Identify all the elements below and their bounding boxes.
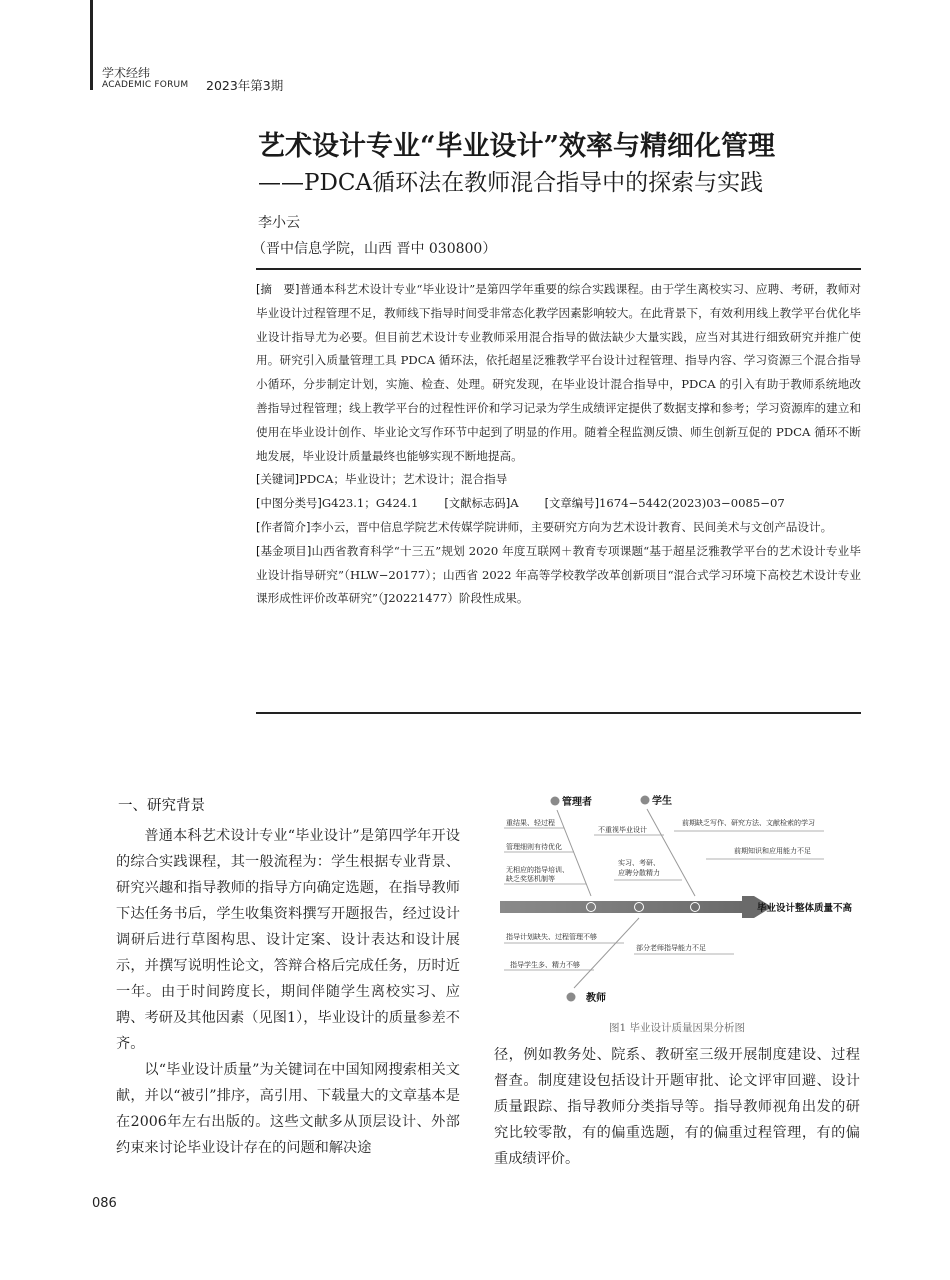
clc-value: G423.1；G424.1 bbox=[321, 496, 419, 511]
cause-t2: 部分老师指导能力不足 bbox=[636, 944, 706, 952]
author-bio-label: [作者简介] bbox=[256, 519, 311, 534]
paragraph-1: 普通本科艺术设计专业“毕业设计”是第四学年开设的综合实践课程，其一般流程为：学生根据专业背景、研究兴趣和指导教师的指导方向确定选题，在指导教师下达任务书后，学生收集资料撰写开题报告，经过设计调研后进行草图构思、设计定案、设计表达和设计展示，并撰写说明性论文，答辩合格后完成任务，历时近一年。由于时间跨度长，期间伴随学生离校实习、应聘、考研及其他因素（见图1），毕业设计的质量参差不齐。 bbox=[116, 828, 460, 1052]
paragraph-3: 径，例如教务处、院系、教研室三级开展制度建设、过程督查。制度建设包括设计开题审批、论文评审回避、设计质量跟踪、指导教师分类指导等。指导教师视角出发的研究比较零散，有的偏重选题，有的偏重过程管理，有的偏重成绩评价。 bbox=[494, 1047, 860, 1167]
cause-s2: 前期缺乏写作、研究方法、文献检索的学习 bbox=[682, 819, 815, 827]
cause-s3: 前期知识和应用能力不足 bbox=[734, 847, 811, 855]
cause-m1: 重结果、轻过程 bbox=[506, 819, 555, 827]
cause-m3b: 缺乏奖惩机制等 bbox=[506, 875, 555, 883]
author-bio-text: 李小云，晋中信息学院艺术传媒学院讲师，主要研究方向为艺术设计教育、民间美术与文创产品设计。 bbox=[310, 519, 833, 534]
cause-s4b: 应聘分散精力 bbox=[618, 869, 660, 877]
funding bbox=[256, 540, 861, 611]
abstract-label: [摘 要] bbox=[256, 282, 300, 296]
figure-caption: 图1 毕业设计质量因果分析图 bbox=[608, 1022, 746, 1034]
keywords bbox=[256, 468, 861, 492]
fishbone-diagram bbox=[494, 788, 864, 1013]
cause-m3a: 无相应的指导培训、 bbox=[506, 866, 569, 874]
spine bbox=[500, 901, 744, 913]
body-column-right bbox=[494, 1042, 860, 1172]
category-dot-management bbox=[551, 797, 560, 806]
section-heading: 一、研究背景 bbox=[118, 798, 205, 814]
category-dot-student bbox=[641, 796, 650, 805]
cause-s1: 不重视毕业设计 bbox=[598, 826, 647, 834]
body-column-left bbox=[116, 823, 460, 1161]
classification-line bbox=[256, 492, 861, 516]
abstract-text: 普通本科艺术设计专业“毕业设计”是第四学年重要的综合实践课程。由于学生离校实习、应聘、考研，教师对毕业设计过程管理不足，教师线下指导时间受非常态化教学因素影响较大。在此背景下，有效利用线上教学平台优化毕业设计指导尤为必要。但目前艺术设计专业教师采用混合指导的做法缺少大量实践，应当对其进行细致研究并推广使用。研究引入质量管理工具 PDCA 循环法，依托超星泛雅教学平台设计过程管理、指导内容、学习资源三个混合指导小循环，分步制定计划，实施、检查、处理。研究发现，在毕业设计混合指导中，PDCA 的引入有助于教师系统地改善指导过程管理；线上教学平台的过程性评价和学习记录为学生成绩评定提供了数据支撑和参考；学习资源库的建立和使用在毕业设计创作、毕业论文写作环节中起到了明显的作用。随着全程监测反馈、师生创新互促的 PDCA 循环不断地发展，毕业设计质量最终也能够实现不断地提高。 bbox=[256, 282, 861, 463]
cause-m2: 管理细则有待优化 bbox=[506, 843, 562, 851]
effect-label: 毕业设计整体质量不高 bbox=[757, 903, 853, 914]
category-label-student: 学生 bbox=[652, 796, 672, 807]
cause-t1: 指导计划缺失、过程管理不够 bbox=[506, 933, 597, 941]
abstract-bottom-rule bbox=[256, 712, 861, 714]
journal-name: 学术经纬 bbox=[102, 66, 151, 80]
abstract-top-rule bbox=[256, 268, 861, 270]
page-number: 086 bbox=[92, 1196, 117, 1211]
funding-label: [基金项目] bbox=[256, 543, 312, 558]
keywords-label: [关键词] bbox=[256, 472, 300, 487]
paragraph-2: 以“毕业设计质量”为关键词在中国知网搜索相关文献，并以“被引”排序，高引用、下载量大的文章基本是在2006年左右出版的。这些文献多从顶层设计、外部约束来讨论毕业设计存在的问题和解决途 bbox=[116, 1062, 460, 1156]
author-name: 李小云 bbox=[258, 215, 300, 231]
category-label-management: 管理者 bbox=[562, 797, 592, 808]
article-number-value: 1674−5442(2023)03−0085−07 bbox=[599, 496, 785, 511]
author-affiliation: （晋中信息学院，山西 晋中 030800） bbox=[252, 241, 497, 257]
cause-s4a: 实习、考研、 bbox=[618, 859, 660, 867]
article-subtitle: ——PDCA循环法在教师混合指导中的探索与实践 bbox=[258, 170, 764, 196]
bone-management bbox=[557, 810, 591, 896]
clc-label: [中图分类号] bbox=[256, 496, 322, 511]
category-dot-teacher bbox=[567, 993, 576, 1002]
bone-teacher bbox=[574, 918, 639, 988]
author-bio bbox=[256, 516, 861, 540]
keywords-text: PDCA；毕业设计；艺术设计；混合指导 bbox=[299, 472, 508, 487]
journal-english-name: ACADEMIC FORUM bbox=[102, 80, 189, 90]
abstract bbox=[256, 278, 861, 468]
category-label-teacher: 教师 bbox=[586, 993, 606, 1004]
doc-code-value: A bbox=[510, 496, 519, 511]
article-title: 艺术设计专业“毕业设计”效率与精细化管理 bbox=[258, 131, 776, 162]
header-rule bbox=[90, 0, 93, 90]
doc-code-label: [文献标志码] bbox=[444, 496, 511, 511]
issue-label: 2023年第3期 bbox=[206, 78, 284, 93]
cause-t3: 指导学生多、精力不够 bbox=[510, 961, 580, 969]
article-number-label: [文章编号] bbox=[544, 496, 600, 511]
funding-text: 山西省教育科学“十三五”规划 2020 年度互联网＋教育专项课题“基于超星泛雅教学平台的艺术设计专业毕业设计指导研究”（HLW−20177）；山西省 2022 年高等学校教学改革创新项目“混合式学习环境下高校艺术设计专业课形成性评价改革研究”（J20221477）阶段性成果。 bbox=[256, 543, 861, 606]
article-metadata bbox=[256, 278, 861, 611]
